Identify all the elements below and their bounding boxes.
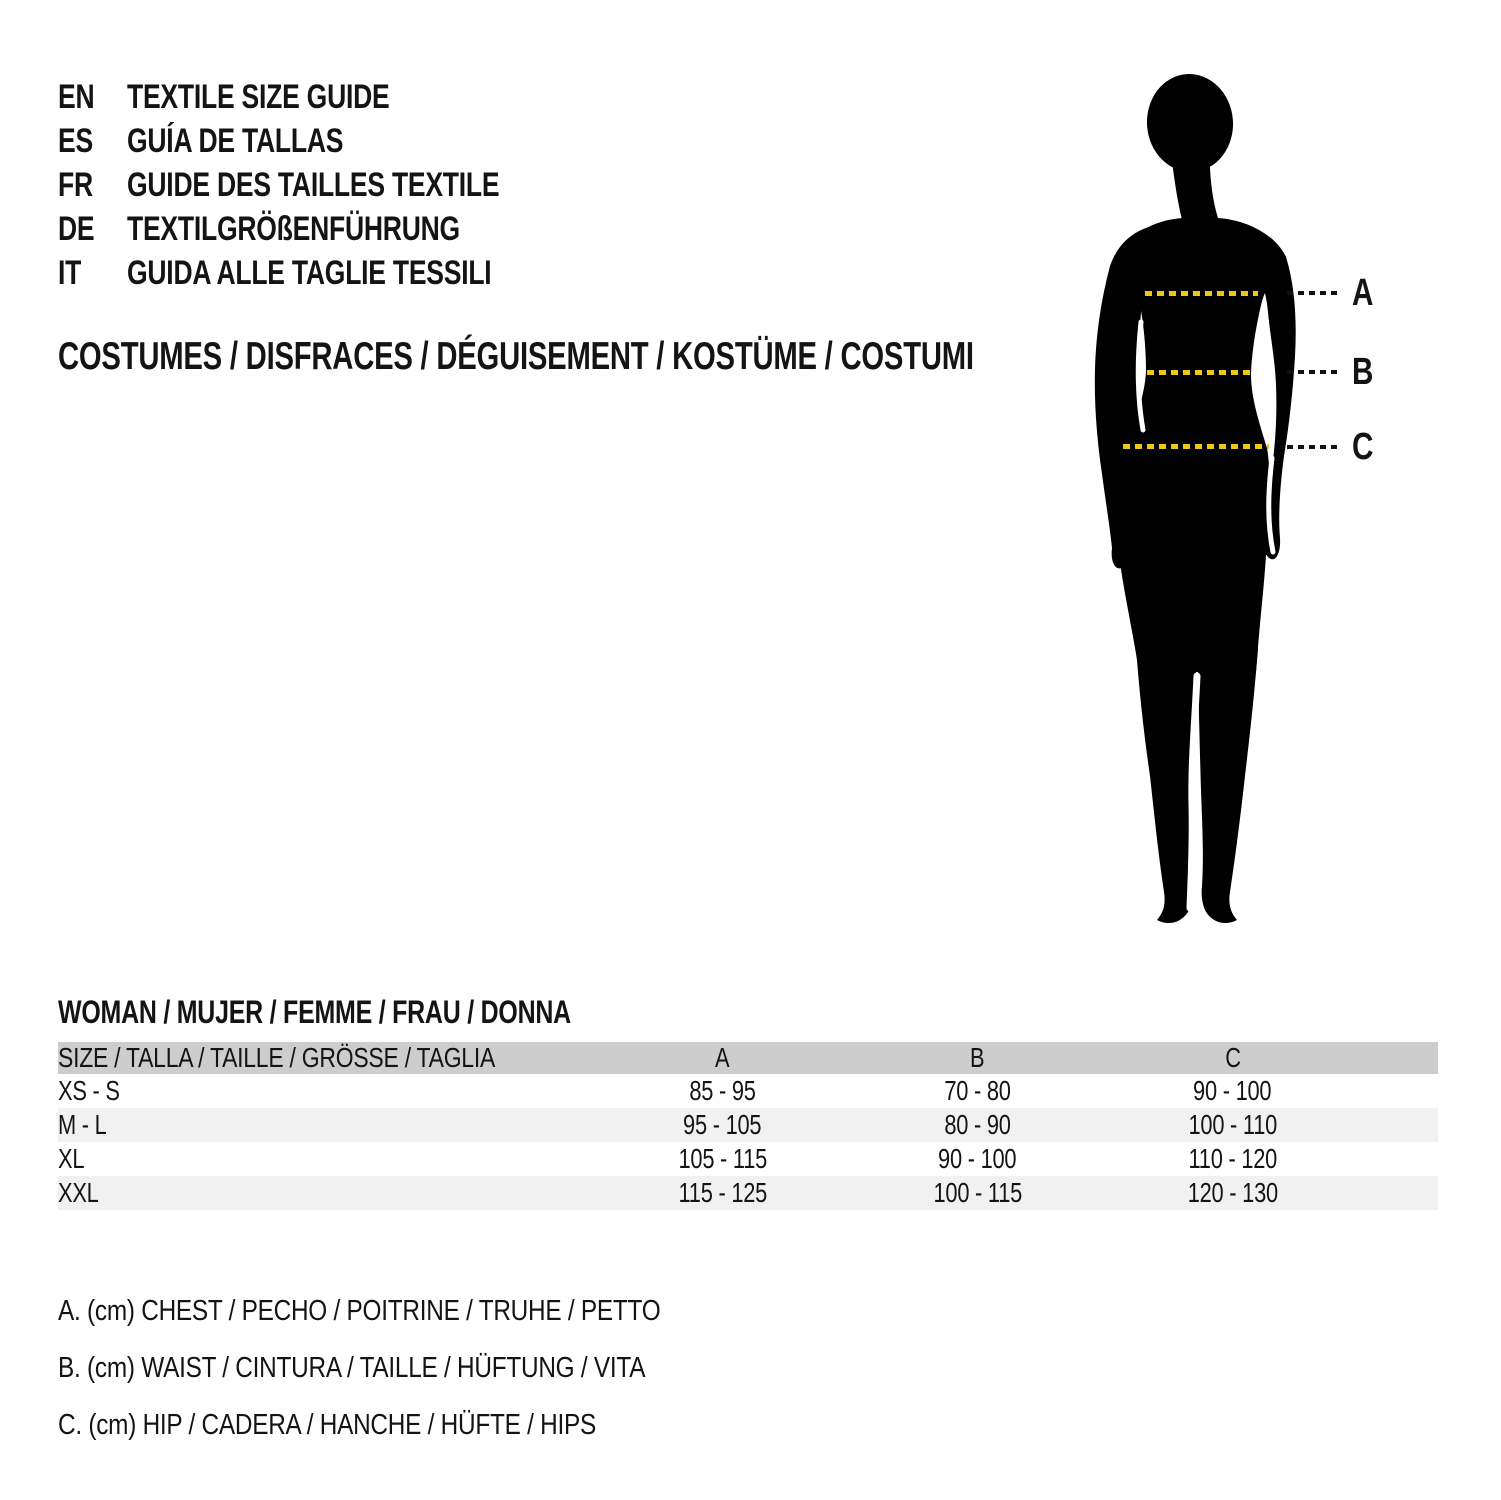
lang-code: EN	[58, 78, 95, 116]
header-size-label: SIZE / TALLA / TAILLE / GRÖSSE / TAGLIA	[58, 1042, 595, 1074]
hip-range-cell: 110 - 120	[1188, 1143, 1277, 1174]
hip-range-cell: 90 - 100	[1193, 1075, 1272, 1106]
waist-range-cell: 80 - 90	[850, 1108, 1105, 1142]
hip-range-cell: 100 - 110	[1105, 1108, 1360, 1142]
lang-title: GUÍA DE TALLAS	[127, 122, 344, 160]
filler-cell	[1360, 1074, 1438, 1108]
chest-leader-line	[1287, 291, 1341, 295]
header-col-a: A	[595, 1042, 850, 1074]
waist-range-cell: 70 - 80	[944, 1075, 1011, 1106]
chest-range-cell: 85 - 95	[689, 1075, 756, 1106]
waist-measure-line	[1147, 370, 1252, 375]
header-col-c: C	[1105, 1042, 1360, 1074]
section-title-woman: WOMAN / MUJER / FEMME / FRAU / DONNA	[58, 994, 571, 1030]
lang-code: DE	[58, 210, 95, 248]
legend-waist: B. (cm) WAIST / CINTURA / TAILLE / HÜFTUNG / VITA	[58, 1352, 646, 1384]
header-filler	[1360, 1042, 1438, 1074]
waist-leader-line	[1287, 370, 1341, 374]
chest-range-cell: 95 - 105	[595, 1108, 850, 1142]
size-row-xl	[58, 1142, 1438, 1176]
legend-hip: C. (cm) HIP / CADERA / HANCHE / HÜFTE / HIPS	[58, 1409, 596, 1441]
size-row-xxl	[58, 1176, 1438, 1210]
lang-title: TEXTILGRÖßENFÜHRUNG	[127, 210, 460, 248]
woman-silhouette-figure	[1040, 60, 1380, 940]
waist-range-cell: 90 - 100	[938, 1143, 1017, 1174]
size-cell: XXL	[58, 1176, 595, 1210]
hip-measure-line	[1123, 444, 1269, 449]
filler-cell	[1360, 1176, 1438, 1210]
filler-cell	[1360, 1108, 1438, 1142]
size-cell: M - L	[58, 1108, 595, 1142]
lang-title: GUIDE DES TAILLES TEXTILE	[127, 166, 500, 204]
chest-range-cell: 115 - 125	[595, 1176, 850, 1210]
lang-code: IT	[58, 254, 82, 292]
marker-label-a: A	[1352, 272, 1374, 314]
lang-title: TEXTILE SIZE GUIDE	[127, 78, 390, 116]
filler-cell	[1360, 1142, 1438, 1176]
size-cell: XS - S	[58, 1075, 120, 1106]
hip-leader-line	[1287, 445, 1341, 449]
chest-measure-line	[1145, 291, 1258, 296]
marker-label-c: C	[1352, 426, 1374, 468]
woman-silhouette-graphic	[1040, 60, 1380, 940]
waist-range-cell: 100 - 115	[850, 1176, 1105, 1210]
size-row-xs-s	[58, 1074, 1438, 1108]
hip-range-cell: 120 - 130	[1105, 1176, 1360, 1210]
size-cell: XL	[58, 1143, 85, 1174]
category-title: COSTUMES / DISFRACES / DÉGUISEMENT / KOSTÜME / COSTUMI	[58, 335, 974, 378]
lang-code: ES	[58, 122, 93, 160]
left-arm-gap	[1138, 322, 1143, 430]
legend-chest: A. (cm) CHEST / PECHO / POITRINE / TRUHE / PETTO	[58, 1295, 661, 1327]
size-row-m-l	[58, 1108, 1438, 1142]
size-table-header-row	[58, 1042, 1438, 1074]
size-table	[58, 1042, 1438, 1210]
silhouette-right-leg	[1197, 648, 1258, 923]
header-col-b: B	[850, 1042, 1105, 1074]
marker-label-b: B	[1352, 351, 1374, 393]
lang-code: FR	[58, 166, 93, 204]
lang-title: GUIDA ALLE TAGLIE TESSILI	[127, 254, 492, 292]
chest-range-cell: 105 - 115	[678, 1143, 767, 1174]
